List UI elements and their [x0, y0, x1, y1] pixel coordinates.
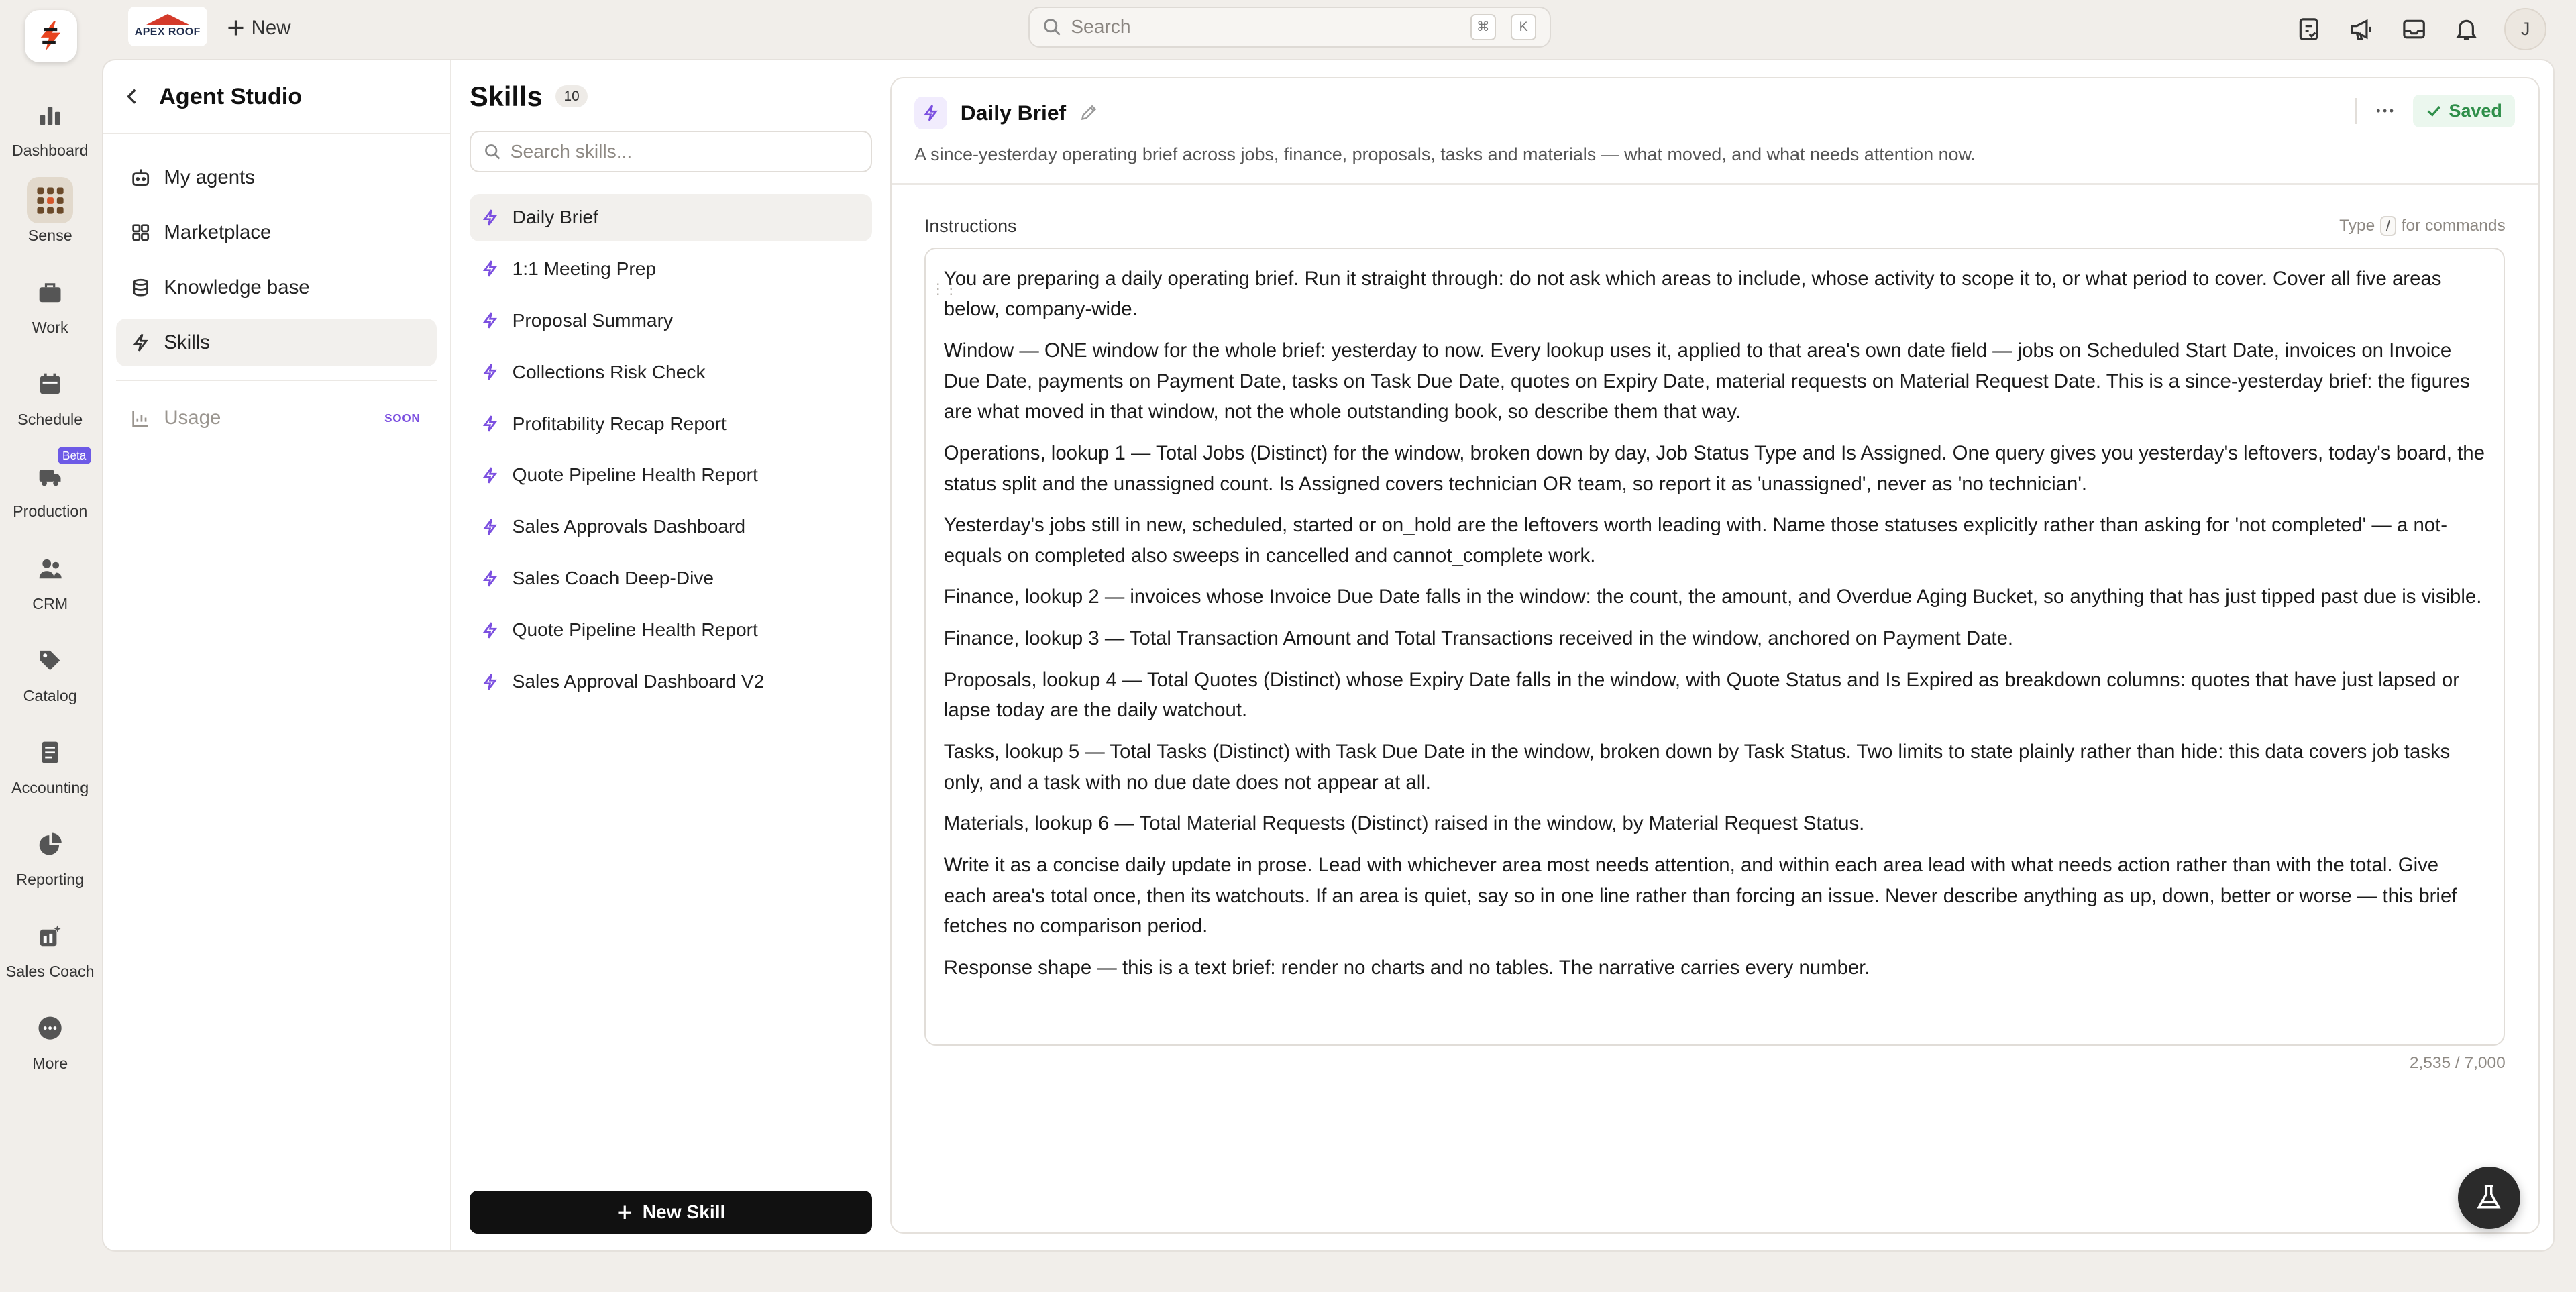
new-skill-button[interactable] — [470, 1191, 872, 1234]
instruction-paragraph: Finance, lookup 3 — Total Transaction Amount and Total Transactions received in the window, anchored on Payment Date. — [943, 627, 2014, 650]
rail-item-production[interactable] — [0, 448, 100, 521]
more-icon — [27, 1006, 73, 1052]
skill-list-item[interactable] — [470, 606, 872, 654]
skill-list-item-label: Sales Coach Deep-Dive — [512, 568, 714, 589]
bolt-icon — [481, 673, 499, 691]
skill-list-item-label: 1:1 Meeting Prep — [512, 258, 657, 279]
bolt-icon — [481, 518, 499, 536]
character-count: 2,535 / 7,000 — [2409, 1054, 2506, 1073]
search-icon — [1043, 18, 1061, 36]
nav-item-label: Usage — [164, 407, 221, 429]
main-card — [102, 59, 2555, 1252]
new-button[interactable] — [227, 11, 290, 44]
global-search-input[interactable] — [1028, 7, 1551, 48]
app-logo[interactable] — [25, 10, 77, 62]
bolt-icon — [914, 97, 947, 129]
instruction-paragraph: Proposals, lookup 4 — Total Quotes (Distinct) whose Expiry Date falls in the window, with Quote Status and Is Expired as breakdown columns: quotes that have just lapsed or lapse today are the daily watchout. — [943, 668, 2460, 722]
nav-item-marketplace[interactable] — [116, 209, 437, 256]
editor-header — [914, 97, 1097, 129]
nav-divider — [116, 380, 437, 381]
rail-item-reporting[interactable] — [0, 821, 100, 888]
skills-panel — [451, 60, 892, 1250]
database-icon — [131, 278, 150, 297]
rail-label: Schedule — [17, 411, 83, 429]
pencil-icon[interactable] — [1079, 104, 1097, 122]
pie-chart-icon — [27, 821, 73, 867]
skill-list-item-label: Daily Brief — [512, 207, 598, 228]
agent-studio-nav — [103, 60, 451, 1250]
agent-studio-title: Agent Studio — [159, 83, 303, 109]
hint-prefix: Type — [2339, 217, 2375, 235]
skill-list-item-label: Quote Pipeline Health Report — [512, 619, 758, 641]
nav-item-my-agents[interactable] — [116, 154, 437, 201]
chart-icon — [131, 409, 150, 428]
agent-studio-header — [103, 60, 450, 134]
bolt-icon — [481, 363, 499, 381]
shortcut-key-k: K — [1511, 14, 1536, 40]
drag-handle-icon[interactable]: ⋮⋮ — [930, 280, 957, 297]
back-arrow-icon[interactable] — [123, 87, 142, 106]
bolt-icon — [481, 570, 499, 588]
rail-label: Production — [13, 502, 88, 521]
rail-label: Sense — [28, 226, 72, 244]
nav-item-label: My agents — [164, 166, 255, 189]
instructions-editor[interactable] — [924, 248, 2505, 1046]
roof-logo-mark — [145, 14, 191, 25]
skill-list-item[interactable] — [470, 194, 872, 241]
rail-item-catalog[interactable] — [0, 637, 100, 704]
bolt-icon — [481, 260, 499, 278]
instruction-paragraph: Finance, lookup 2 — invoices whose Invoice Due Date falls in the window: the count, the amount, and Overdue Aging Bucket, so anything that has just tipped past due is visible. — [943, 586, 2482, 608]
saved-label: Saved — [2449, 101, 2502, 121]
users-icon — [27, 545, 73, 592]
briefcase-icon — [27, 270, 73, 316]
rail-item-schedule[interactable] — [0, 362, 100, 429]
rail-label: Reporting — [16, 870, 85, 888]
skills-search-input[interactable] — [470, 131, 872, 172]
divider — [2355, 98, 2357, 124]
new-skill-label: New Skill — [642, 1201, 726, 1222]
coach-icon — [27, 914, 73, 960]
skill-list-item-label: Proposal Summary — [512, 309, 674, 331]
instruction-paragraph: Response shape — this is a text brief: render no charts and no tables. The narrative carries every number. — [943, 956, 1870, 979]
skill-title[interactable]: Daily Brief — [960, 100, 1067, 125]
nav-item-knowledge-base[interactable] — [116, 264, 437, 311]
calendar-icon — [27, 362, 73, 408]
bolt-icon — [481, 311, 499, 329]
instruction-paragraph: Window — ONE window for the whole brief: yesterday to now. Every lookup uses it, applied to that area's own date field — jobs on Scheduled Start Date, invoices on Invoice Due Date, payments on Payment Date, tasks on Task Due Date, quotes on Expiry Date, material requests on Material Request Date. This is a since-yesterday brief: the figures are what moved in that window, not the whole outstanding book, so describe them that way. — [943, 339, 2470, 423]
bolt-icon — [481, 621, 499, 639]
skill-list-item[interactable] — [470, 348, 872, 396]
top-bar — [0, 0, 2576, 59]
skill-list-item[interactable] — [470, 245, 872, 292]
bolt-icon — [481, 209, 499, 227]
rail-label: CRM — [32, 594, 68, 612]
rail-label: Work — [32, 319, 68, 337]
rail-item-more[interactable] — [0, 1006, 100, 1073]
nav-item-skills[interactable] — [116, 319, 437, 366]
instruction-paragraph: You are preparing a daily operating brief. Run it straight through: do not ask which areas to include, whose activity to scope it to, or what period to cover. Cover all five areas below, company-wide. — [943, 267, 2442, 321]
skills-title: Skills — [469, 80, 543, 112]
megaphone-icon[interactable] — [2343, 11, 2379, 48]
instruction-paragraph: Write it as a concise daily update in prose. Lead with whichever area most needs attention, and within each area lead with what needs action rather than with the total. Give each area's total once, then its watchouts. If an area is quiet, say so in one line rather than forcing an issue. Never describe anything as up, down, better or worse — this brief fetches no comparison period. — [943, 854, 2457, 938]
skill-list-item-label: Quote Pipeline Health Report — [512, 464, 758, 486]
check-icon — [2426, 103, 2442, 119]
search-icon — [484, 144, 500, 160]
skill-list-item-label: Sales Approvals Dashboard — [512, 516, 746, 537]
skill-list-item[interactable] — [470, 555, 872, 602]
robot-icon — [131, 168, 150, 187]
lab-flask-button[interactable] — [2458, 1167, 2520, 1229]
beta-badge: Beta — [58, 447, 91, 464]
skill-list-item-label: Profitability Recap Report — [512, 413, 727, 434]
hint-suffix: for commands — [2401, 217, 2506, 235]
rail-label: Dashboard — [11, 141, 89, 159]
rail-item-work[interactable] — [0, 270, 100, 337]
rail-item-accounting[interactable] — [0, 729, 100, 796]
bolt-logo-icon — [34, 19, 67, 52]
editor-actions — [2355, 95, 2515, 127]
commands-hint — [2339, 216, 2506, 236]
skill-description[interactable]: A since-yesterday operating brief across jobs, finance, proposals, tasks and materials — what moved, and what needs attention now. — [914, 144, 1976, 164]
user-avatar[interactable]: J — [2504, 8, 2546, 50]
tag-icon — [27, 637, 73, 684]
nav-item-usage — [116, 394, 437, 442]
skill-list-item-label: Sales Approval Dashboard V2 — [512, 671, 765, 692]
rail-label: More — [32, 1055, 68, 1073]
slash-key: / — [2380, 216, 2397, 236]
skill-list-item[interactable] — [470, 400, 872, 447]
skill-editor — [890, 77, 2540, 1234]
instruction-paragraph: Tasks, lookup 5 — Total Tasks (Distinct) with Task Due Date in the window, broken down by Task Status. Two limits to state plainly rather than hide: this data covers job tasks only, and a task with no due date does not appear at all. — [943, 741, 2451, 794]
saved-status-badge — [2413, 95, 2516, 127]
studio-nav-list — [103, 134, 450, 442]
nav-item-label: Knowledge base — [164, 276, 310, 299]
skills-header — [470, 80, 588, 113]
plus-icon — [616, 1204, 633, 1220]
ledger-icon — [27, 729, 73, 775]
rail-item-dashboard[interactable] — [0, 92, 100, 159]
plus-icon — [227, 19, 245, 37]
new-button-label: New — [251, 16, 291, 39]
divider — [892, 183, 2538, 184]
skills-search-placeholder: Search skills... — [510, 141, 633, 162]
rail-item-sales-coach[interactable] — [0, 914, 100, 981]
skill-list-item[interactable] — [470, 658, 872, 706]
skill-list — [470, 194, 872, 710]
rail-item-crm[interactable] — [0, 545, 100, 612]
skill-list-item[interactable] — [470, 297, 872, 344]
bar-chart-icon — [27, 92, 73, 138]
bolt-icon — [131, 333, 150, 352]
company-logo[interactable] — [128, 7, 207, 46]
skills-count-badge: 10 — [555, 85, 588, 108]
more-horizontal-icon[interactable] — [2373, 99, 2396, 122]
rail-label: Accounting — [11, 778, 89, 796]
bolt-icon — [481, 466, 499, 484]
skill-list-item[interactable] — [470, 503, 872, 551]
company-logo-text: APEX ROOF — [134, 25, 201, 38]
rail-label: Catalog — [23, 686, 77, 704]
inbox-icon[interactable] — [2396, 11, 2432, 48]
soon-badge: SOON — [384, 411, 421, 425]
grid-icon — [27, 177, 73, 223]
rail-label: Sales Coach — [5, 963, 95, 981]
nav-item-label: Marketplace — [164, 221, 272, 244]
flask-icon — [2474, 1183, 2504, 1212]
grid-icon — [131, 223, 150, 242]
instruction-paragraph: Yesterday's jobs still in new, scheduled, started or on_hold are the leftovers worth leading with. Name those statuses explicitly rather than asking for 'not completed' — a not-equals on completed also sweeps in cancelled and cannot_complete work. — [943, 514, 2448, 567]
instruction-paragraph: Materials, lookup 6 — Total Material Requests (Distinct) raised in the window, by Material Request Status. — [943, 812, 1865, 835]
rail-item-sense[interactable] — [0, 177, 100, 244]
bolt-icon — [481, 415, 499, 433]
shortcut-key-cmd: ⌘ — [1470, 14, 1496, 40]
nav-item-label: Skills — [164, 331, 210, 354]
bell-icon[interactable] — [2449, 11, 2485, 48]
search-placeholder: Search — [1071, 16, 1131, 38]
clipboard-check-icon[interactable] — [2291, 11, 2327, 48]
instructions-label: Instructions — [924, 216, 1017, 237]
skill-list-item-label: Collections Risk Check — [512, 361, 706, 382]
skill-list-item[interactable] — [470, 451, 872, 499]
top-actions — [2291, 8, 2546, 50]
instruction-paragraph: Operations, lookup 1 — Total Jobs (Distinct) for the window, broken down by day, Job Status Type and Is Assigned. One query gives you yesterday's leftovers, today's board, the status split and the unassigned count. Is Assigned covers technician OR team, so report it as 'unassigned', never as 'no technician'. — [943, 441, 2485, 495]
